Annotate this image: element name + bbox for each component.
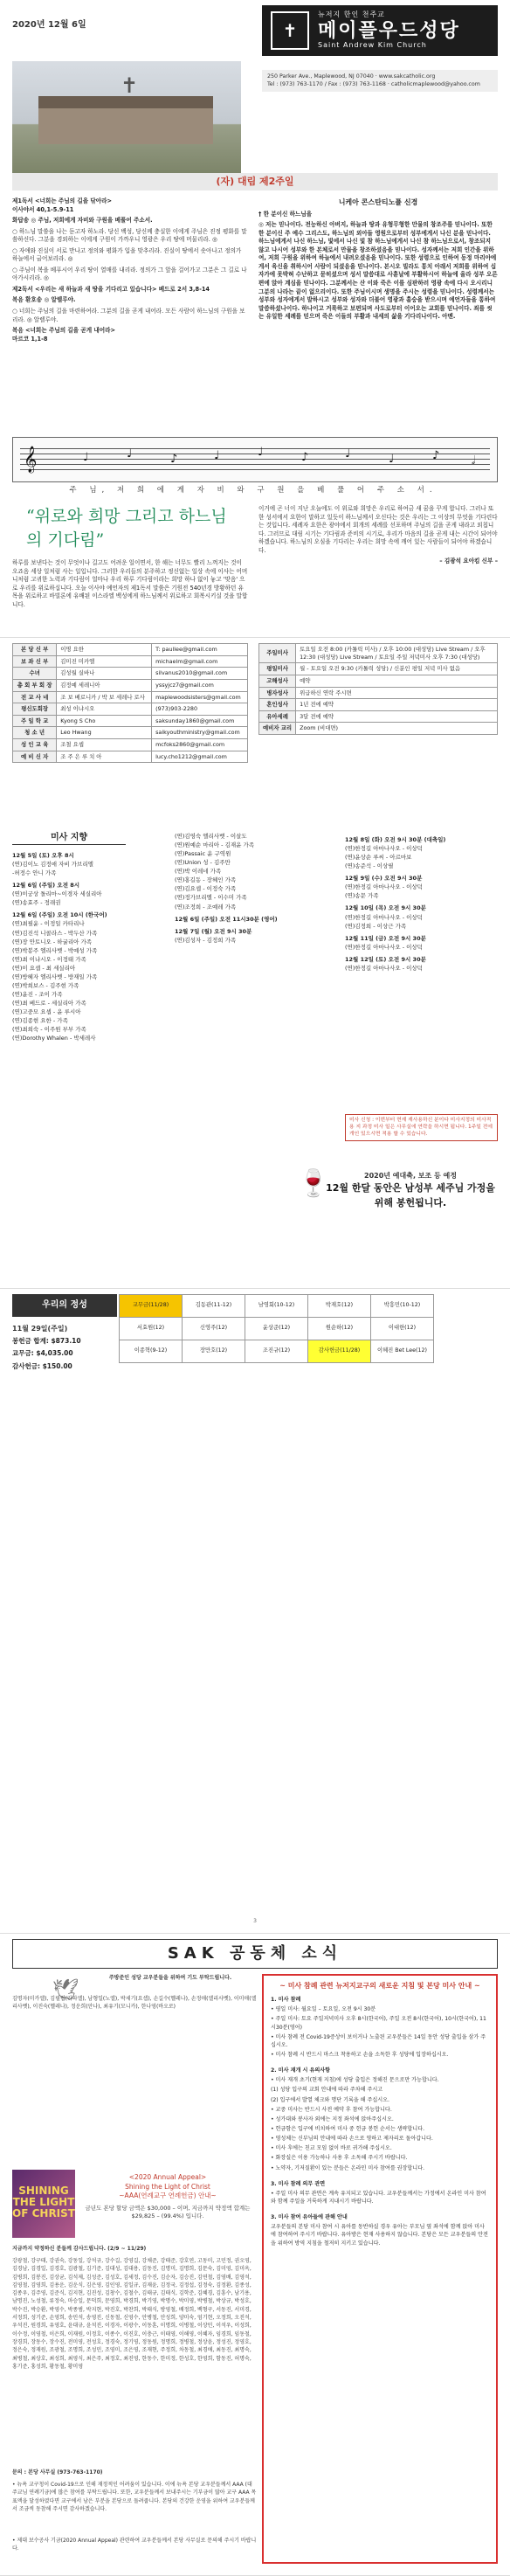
staff-contact[interactable]: lucy.cho1212@gmail.com xyxy=(152,751,248,763)
treble-clef-icon: 𝄞 xyxy=(24,447,38,473)
staff-role: 수녀 xyxy=(13,668,57,680)
score-lyric: 주 님, 저 희 에 게 자 비 와 구 원 을 베 풀 어 주 소 서. xyxy=(69,486,438,495)
mass-intention: (연)송효주 - 정래권 xyxy=(12,899,61,907)
offering-row xyxy=(120,1340,434,1363)
reading1-ref: 이사야서 40,1-5.9-11 xyxy=(12,205,74,213)
mass-intention: (연)최 베드로 - 세실리아 가족 xyxy=(12,1000,86,1007)
schedule-label: 예비자 교리 xyxy=(259,723,296,735)
staff-row xyxy=(13,751,248,763)
annual-appeal xyxy=(12,2170,257,2240)
mass-intention: (연)Union 성 - 김주만 xyxy=(175,859,231,867)
schedule-row xyxy=(259,699,498,711)
church-photo xyxy=(12,61,241,175)
staff-contact[interactable]: (973)903-2280 xyxy=(152,703,248,716)
church-icon: ✝ xyxy=(271,11,309,50)
donor-names: 강광철, 강구태, 강권숙, 강동일, 강석규, 강수길, 강영길, 강채준, 강태준, 강호연, 고동미, 고민정, 권오영, 김경남, 김경일, 김경호, 김광철, 김기준, 김대성, 김대용, 김동진, 김명미, 김명희, 김문숙, 김미영, 김미옥, 김병희, 김봉진, 김상균, 김석제, 김성준, 김성호, 김세정, 김수진, 김순자, 김승진, 김연철, 김영배, 김영석, 김영철, 김영희, 김용운, 김운식, 김은영, 김인영, 김일규, 김재윤, 김정국, 김정섭, 김정숙, 김정환, 김종성, 김종우, 김주영, 김준식, 김지현, 김진성, 김창수, 김철수, 김태규, 김태식, 김학준, 김혜경, 김흥수, 남기용, 남명진, 노성철, 류정숙, 마승일, 문덕희, 문영희, 박경희, 박기영, 박명수, 박미영, 박병철, 박상규, 박성호, 박수진, 박승환, 박영수, 박종범, 박지현, 박진호, 박찬희, 박태식, 방영철, 배정희, 백형구, 서동진, 서미경, 서정희, 성기준, 손영희, 송민석, 송영진, 신동철, 신영수, 안병철, 안성희, 양미숙, 엄기현, 오정희, 오진석, 우석진, 원경희, 유영호, 윤대규, 윤석진, 이경자, 이광수, 이동훈, 이명희, 이병철, 이상민, 이석우, 이성희, 이수정, 이영철, 이은희, 이재원, 이정호, 이종수, 이진호, 이충근, 이태영, 이해영, 이혜자, 임경희, 임동철, 장경희, 장동수, 장수진, 전미영, 전성호, 정경숙, 정기영, 정동원, 정명희, 정병철, 정상윤, 정성진, 정영호, 정은숙, 정재원, 조광철, 조명희, 조성민, 조영미, 조은영, 조재현, 주정희, 차동철, 최경애, 최동진, 최명숙, 최병철, 최상호, 최성희, 최영식, 최은주, 최정호, 최진영, 한동수, 한미정, 한성호, 한영희, 함동진, 허명숙, 홍기준, 홍성희, 황동철, 황미영 xyxy=(12,2258,252,2370)
church-phone: Tel : (973) 763-1170 / Fax : (973) 763-1168 · catholicmaplewood@yahoo.com xyxy=(267,80,480,87)
psalm-verse-3: ○ 주님이 복을 베푸시어 우리 땅이 열매를 내리라. 정의가 그 앞을 걸어가고 그분은 그 길로 나아가시리라. ◎ xyxy=(12,266,247,282)
staff-contact[interactable]: silvanus2010@gmail.com xyxy=(152,668,248,680)
logo-title: 메이플우드성당 xyxy=(318,18,460,42)
mass-date-heading: 12월 7일 (월) 오전 9시 30분 xyxy=(175,927,252,935)
mass-intention: (연)한정길 아마나사오 - 이상덕 xyxy=(345,913,423,921)
psalm-verse-2: ○ 자애와 진실이 서로 만나고 정의와 평화가 입을 맞추리라. 진실이 땅에서 솟아나고 정의가 하늘에서 굽어보리라. ◎ xyxy=(12,246,242,263)
mass-intention: (연)정가브리엘 - 이수미 가족 xyxy=(175,894,247,902)
creed-column xyxy=(258,197,498,324)
schedule-label: 주일미사 xyxy=(259,644,296,663)
staff-contact[interactable]: yssyjcz7@gmail.com xyxy=(152,679,248,691)
mass-intention: (연)Dorothy Whalen - 박세레사 xyxy=(12,1035,96,1042)
offering-cell: 박흥민(10-12) xyxy=(371,1295,434,1318)
liturgical-title: (자) 대림 제2주일 xyxy=(12,173,498,190)
note-icon: ♪ xyxy=(170,453,178,466)
prayer-request-names: 김명자(미카엘), 김필립(라파엘), 남형일(노엘), 박세기(요셉), 손길수(헬레나), 손정애(엘리사벳), 이미애(엘리사벳), 이진숙(헬레나), 정운희(안나), 최유기(모니카), 한나영(바오로) xyxy=(12,1996,257,2011)
mass-intention: (연)김성자 - 김정희 가족 xyxy=(175,936,237,944)
mass-intention: (연)방혜자 엘리사벳 - 방재일 가족 xyxy=(12,973,98,980)
guideline-item: (2) 입구에서 발열 체크와 명단 기록을 해 주십시오. xyxy=(271,2096,389,2103)
staff-name: 김성월 실바나 xyxy=(57,668,152,680)
staff-role: 주 일 학 교 xyxy=(13,715,57,727)
offering-grid xyxy=(119,1294,434,1363)
note-icon: ♩ xyxy=(389,453,395,466)
prayer-request-title: 주방준인 성당 교우분들을 위하여 기도 부탁드립니다. xyxy=(108,1975,232,1981)
guideline-item: • 성가대와 봉사자 외에는 지정 좌석에 앉아주십시오. xyxy=(271,2116,394,2122)
mass-intention: (연)한정길 아마나사오 - 이상덕 xyxy=(345,845,423,853)
staff-row xyxy=(13,715,248,727)
alleluia-title: 복음 환호송 ◎ 알렐루야. xyxy=(12,296,76,304)
music-score xyxy=(12,437,498,482)
guideline-item: 3. 미사 참여 유아들에 관해 안내 xyxy=(271,2214,348,2221)
christmas-title: 2020년 예대축, 보조 등 예정 xyxy=(364,1172,457,1180)
mass-date-heading: 12월 6일 (주일) 오전 8시 xyxy=(12,882,80,890)
schedule-value: 월 - 토요일 오전 9:30 (카톨릭 성당) / 신분인 평일 저녁 미사 없음 xyxy=(296,663,498,675)
mass-intention: (연)김영숙 엘리사벳 - 이살도 xyxy=(175,833,247,840)
psalm-title: 화답송 ◎ 주님, 저희에게 자비와 구원을 베풀어 주소서. xyxy=(12,217,153,225)
staff-row xyxy=(13,727,248,739)
header xyxy=(0,0,510,61)
mass-intentions-mid xyxy=(175,832,332,945)
mass-intention: (연)한정길 아마나사오 - 이상덕 xyxy=(345,883,423,891)
page-1 xyxy=(0,0,510,638)
schedule-value: 1년 전에 예약 xyxy=(296,699,498,711)
offering-cell: 신영주(12) xyxy=(183,1318,245,1340)
readings-column xyxy=(12,197,248,346)
contact-note: 문의 : 본당 사무실 (973-763-1170) xyxy=(12,2469,103,2476)
homily-left: 하루를 보낸다는 것이 무엇이나 길고도 어려운 일이면서, 한 해는 너무도 빨리 느껴지는 것이 오죠음 세상 일처럼 사는 일입니다. 그러한 우리들의 분주하고 정신없는 일상 속에 이사는 어머니처럼 고귀한 노력과 기다림이 얼마나 우리 하루 기다림이라는 희망 하나 없이 놓고 '맞음' 으로 우리를 위로하십니다. 오늘 이사야 예언자의 제1독서 말씀은 기원전 540년경 방황하던 유목을 위로하고 바빌론에 유배된 이스라엘 백성에게 하느님께서 위로하고 회복시키실 것을 말합니다. xyxy=(12,559,248,608)
staff-role: 청 소 년 xyxy=(13,727,57,739)
mass-intention: (연)조정희 - 조예레 가족 xyxy=(175,903,237,911)
staff-contact[interactable]: saikyouthministry@gmail.com xyxy=(152,727,248,739)
gospel-ref: 마르코 1,1-8 xyxy=(12,335,48,343)
church-building xyxy=(38,96,213,144)
staff-role: 보 좌 신 부 xyxy=(13,655,57,668)
offering-cell: 남영회(10-12) xyxy=(245,1295,308,1318)
staff-role: 본 당 신 부 xyxy=(13,644,57,656)
staff-row xyxy=(13,691,248,703)
guideline-item xyxy=(271,2207,489,2212)
mass-intention: (연)김종현 요한 - 가족 xyxy=(12,1017,68,1025)
mass-date-heading: 12월 10일 (목) 오전 9시 30분 xyxy=(345,904,426,912)
mass-request-notice: 미사 신청 : 이번부터 현재 재사용하신 분이다 미사지정의 미사적용 지 과정 미사 일은 사무실에 연락을 하시면 됩니다. 1주일 전에 개인 있으시면 적용 할 수 있습니다. xyxy=(345,1114,498,1141)
note-icon: ♩ xyxy=(83,451,89,464)
guideline-item xyxy=(271,2174,489,2178)
guideline-item: 교우분들의 본당 미사 참여 시 유아를 동반하실 경우 유아는 부모님 옆 좌석에 함께 앉아 미사에 참여하여 주시기 바랍니다. 유아방은 현재 사용하지 않습니다. 본당은 모든 교우분들의 안전을 위하여 방역 지침을 철저히 지키고 있습니다. xyxy=(271,2224,488,2247)
guideline-item: • 미사 참례 전 Covid-19증상이 보이거나 노출된 교우분들은 14일 동안 성당 출입을 삼가 주십시오. xyxy=(271,2033,486,2048)
mass-intention: (연)장 안토니오 - 하굴리아 가족 xyxy=(12,938,93,945)
psalm-verse-1: ○ 하느님 말씀을 나는 듣고자 하노라. 당신 백성, 당신께 충실한 이에게 주님은 진정 평화를 말씀하신다. 그분을 경외하는 이에게 구원이 가까우니 영광은 우리 땅에 머물리라. ◎ xyxy=(12,227,247,244)
guideline-item: 1. 미사 참례 xyxy=(271,1997,301,2004)
reading1-title: 제1독서 <너희는 주님의 길을 닦아라> xyxy=(12,197,112,204)
staff-name: 조 주 은 루 치 아 xyxy=(57,751,152,763)
offering-cell: 윤상준(12) xyxy=(245,1318,308,1340)
guideline-item: • 노약자, 기저질환이 있는 분들은 온라인 미사 참여를 권장합니다. xyxy=(271,2164,425,2171)
staff-contact[interactable]: michaelm@gmail.com xyxy=(152,655,248,668)
gospel-title: 복음 <너희는 주님의 길을 곧게 내어라> xyxy=(12,327,116,335)
guideline-item: 2. 미사 재개 시 유의사항 xyxy=(271,2067,331,2074)
mass-intention: (연)박봉주 엘리사벳 - 박예성 가족 xyxy=(12,946,98,954)
church-address: 250 Parker Ave., Maplewood, NJ 07040 · www.sakcatholic.org xyxy=(267,73,436,80)
guideline-item: • 화장실은 이용 가능하나 사용 후 소독해 주시기 바랍니다. xyxy=(271,2155,408,2162)
contact-block xyxy=(262,70,498,92)
mass-intention: (연)송문 가족 xyxy=(345,892,379,900)
offering-cell: 감사헌금(11/28) xyxy=(308,1340,371,1363)
guideline-item xyxy=(271,2060,489,2065)
mass-date-heading: 12월 9일 (수) 오전 9시 30분 xyxy=(345,875,423,883)
cross-icon: ✝ xyxy=(121,73,139,98)
donor-thanks: 지금까지 약정하신 분들께 감사드립니다. (2/9 ~ 11/29) xyxy=(12,2246,147,2252)
staff-contact[interactable]: mcfoks2860@gmail.com xyxy=(152,739,248,751)
mass-date-heading: 12월 12일 (토) 오전 9시 30분 xyxy=(345,955,426,963)
guideline-item: • 교중 미사는 반드시 사전 예약 후 참여 가능합니다. xyxy=(271,2106,392,2113)
annual-appeal-korean: ~AAA(연례교구 연례헌금) 안내~ xyxy=(119,2192,217,2199)
offering-thanks: 감사헌금: $150.00 xyxy=(12,1361,72,1370)
annual-appeal-title: <2020 Annual Appeal> xyxy=(128,2173,207,2181)
mass-intentions-left xyxy=(12,848,169,1042)
schedule-value: 3달 전에 예약 xyxy=(296,710,498,723)
staff-row xyxy=(13,644,248,656)
staff-role: 성 인 교 육 xyxy=(13,739,57,751)
creed-title: 니케아 콘스탄티노플 신경 xyxy=(338,198,418,206)
staff-row xyxy=(13,679,248,691)
mass-intention: (연)Passaic 윤 구역원 xyxy=(175,850,231,858)
homily-signature: – 김광석 요아킴 신부 – xyxy=(439,557,498,565)
staff-role: 예 비 신 자 xyxy=(13,751,57,763)
page-2 xyxy=(0,638,510,1289)
mass-intention: (연)박 이레네 가족 xyxy=(175,868,222,876)
mass-intention: (연)한정길 아마나사오 - 이상덕 xyxy=(345,964,423,972)
offering-cell: 조진규(12) xyxy=(245,1340,308,1363)
mass-intentions-title: 미사 지향 xyxy=(12,832,126,845)
staff-role: 전 교 사 네 xyxy=(13,691,57,703)
schedule-row xyxy=(259,675,498,687)
logo-subtitle: 뉴저지 한인 천주교 xyxy=(318,10,385,19)
offering-title: 우리의 정성 xyxy=(12,1294,117,1317)
offering-cell: 서효원(12) xyxy=(120,1318,183,1340)
staff-role: 평신도회장 xyxy=(13,703,57,716)
schedule-label: 유아세례 xyxy=(259,710,296,723)
staff-role: 총 회 부 회 장 xyxy=(13,679,57,691)
logo-english: Saint Andrew Kim Church xyxy=(318,41,427,50)
mass-date-heading: 12월 11일 (금) 오전 9시 30분 xyxy=(345,934,426,942)
mass-date-heading: 12월 6일 (주일) 오전 10시 (한국어) xyxy=(12,911,107,919)
mass-intention: (연)이 요셉 - 최 세실리아 xyxy=(12,964,76,972)
appeal-bullet-2: • 제대 보수공사 기금(2020 Annual Appeal) 관련하여 교우분들께서 본당 사무실로 문의해 주시기 바랍니다. xyxy=(12,2538,257,2552)
guideline-item: • 주일 미사 의무 관면은 계속 유지되고 있습니다. 교우분들께서는 가정에서 온라인 미사 참여와 함께 주일을 거룩하게 지내시기 바랍니다. xyxy=(271,2190,486,2205)
offering-cell: 김동관(11-12) xyxy=(183,1295,245,1318)
mass-intention: (연)최희숙 - 이주원 부부 가족 xyxy=(12,1026,86,1034)
schedule-value: 토요일 오전 8:00 (카톨릭 미사) / 오후 10:00 (대성당) Live Stream / 오후 12:30 (대성당) Live Stream / 토요일 주일 저녁미사 오후 7:30 (대성당) xyxy=(296,644,498,663)
mass-intention: (연)최필윤 - 이정일 카타리나 xyxy=(12,920,85,928)
note-icon: ♩ xyxy=(258,446,264,459)
staff-name: 김정예 세레니아 xyxy=(57,679,152,691)
bulletin-date: 2020년 12월 6일 xyxy=(12,20,86,30)
guideline-item: • 미사 후에는 친교 모임 없이 바로 귀가해 주십시오. xyxy=(271,2145,392,2152)
staff-name: Leo Hwang xyxy=(57,727,152,739)
schedule-label: 평일미사 xyxy=(259,663,296,675)
sak-community-title: SAK 공동체 소식 xyxy=(12,1939,498,1969)
staff-directory xyxy=(12,643,248,763)
schedule-value: Zoom (비대면) xyxy=(296,723,498,735)
schedule-label: 고해성사 xyxy=(259,675,296,687)
mass-schedule xyxy=(258,643,498,735)
mass-intention: (연)김진석 니콜라스 - 박두산 가족 xyxy=(12,929,98,937)
staff-row xyxy=(13,655,248,668)
mass-intention: (연)최 이냐시오 - 이정태 가족 xyxy=(12,955,86,963)
staff-name: 최성 이냐시오 xyxy=(57,703,152,716)
staff-row xyxy=(13,739,248,751)
christmas-body: 12월 한달 동안은 남성부 세주님 가정을 위해 봉헌됩니다. xyxy=(326,1182,495,1208)
staff-name: Kyong S Cho xyxy=(57,715,152,727)
note-icon: 𝅗𝅥 xyxy=(472,454,476,467)
chalice-icon: 🍷 xyxy=(297,1168,330,1199)
offering-cell: 박재호(12) xyxy=(308,1295,371,1318)
guideline-item: • 미사 참례 시 반드시 마스크 착용하고 손을 소독한 후 성당에 입장하십시오. xyxy=(271,2052,449,2059)
offering-dues: 교무금: $4,035.00 xyxy=(12,1349,73,1358)
schedule-row xyxy=(259,723,498,735)
mass-date-heading: 12월 5일 (토) 오후 8시 xyxy=(12,852,74,859)
mass-intention: (연)송준석 - 이상필 xyxy=(345,862,394,870)
note-icon: ♩ xyxy=(127,447,133,460)
guideline-item: • 영성체는 신부님의 안내에 따라 손으로 영하고 제자리로 돌아갑니다. xyxy=(271,2136,433,2143)
reading2-title: 제2독서 <우리는 새 하늘과 새 땅을 기다리고 있습니다> 베드로 2서 3,8-14 xyxy=(12,285,210,293)
guideline-item: • 헌금함은 입구에 비치하여 미사 중 헌금 봉헌 순서는 생략합니다. xyxy=(271,2126,425,2133)
covid-guidelines-title: ~ 미사 참례 관련 뉴저지교구의 새로운 지침 및 본당 미사 안내 ~ xyxy=(279,1982,480,1990)
schedule-value: 예약 xyxy=(296,675,498,687)
staff-name: 이명 요한 xyxy=(57,644,152,656)
guideline-item: • 주일 미사: 토요 주일저녁미사 오후 8시(한국어), 주일 오전 8시(한국어), 10시(한국어), 11시30분(영어) xyxy=(271,2016,486,2031)
christmas-notice xyxy=(323,1171,498,1210)
mass-date-heading: 12월 6일 (주일) 오전 11시30분 (영어) xyxy=(175,915,278,923)
mass-intentions-right xyxy=(345,832,498,973)
mass-intention: (연)고중모 요셉 - 윤 루시아 xyxy=(12,1008,81,1016)
schedule-row xyxy=(259,644,498,663)
guideline-item: • 미사 재개 초기(현재 지침)에 성당 출입은 정해진 문으로만 가능합니다. xyxy=(271,2077,439,2084)
annual-appeal-body: 금년도 본당 할당 금액은 $30,000 – 이며, 지금까지 약정액 합계는 $29,825 – (99.4%) 입니다. xyxy=(85,2204,251,2219)
page-number: 3 xyxy=(253,1918,257,1924)
alleluia-body: ○ 너희는 주님의 길을 마련하여라. 그분의 길을 곧게 내어라. 모든 사람이 하느님의 구원을 보리라. ◎ 알렐루야. xyxy=(12,308,245,323)
annual-appeal-subtitle: Shining the Light of Christ xyxy=(125,2182,210,2191)
offering-total: 봉헌금 합계: $873.10 xyxy=(12,1337,81,1346)
church-logo xyxy=(262,5,498,56)
note-icon: ♩ xyxy=(214,449,220,462)
mass-intention: -허정수 안니 가족 xyxy=(12,869,57,877)
offering-summary xyxy=(12,1322,117,1373)
schedule-row xyxy=(259,663,498,675)
homily-quote: “위로와 희망 그리고 하느님의 기다림” xyxy=(26,507,227,550)
creed-first-line: † 한 분이신 하느님을 xyxy=(258,210,313,218)
offering-date: 11월 29일(주일) xyxy=(12,1325,68,1333)
staff-name: 조철 요셉 xyxy=(57,739,152,751)
mass-intention: (연)박희보스 - 김주현 가족 xyxy=(12,981,79,989)
offering-cell: 이혜진 Bet Lee(12) xyxy=(371,1340,434,1363)
note-icon: ♪ xyxy=(301,451,309,464)
mass-intention: (연)윤상순 루씨 - 아르마보 xyxy=(345,854,412,862)
page-3 xyxy=(0,1289,510,1934)
staff-contact[interactable]: T: paullee@gmail.com xyxy=(152,644,248,656)
note-icon: ♩ xyxy=(345,447,351,460)
mass-intention: (연)김이노 김정애 자비 가브리엘 xyxy=(12,861,93,869)
appeal-bullet-1: • 뉴욕 교구청이 Covid-19으로 인해 재정적인 어려움이 있습니다. 이에 뉴욕 본당 교우분들께서 AAA (대주교님 연례기금)에 많은 참여를 부탁드립니다. 또한, 교우분들께서 보내주시는 기부금이 많아 교구 AAA 목표액을 달성하였다면 교구에서 남은 부분을 본당으로 돌려줍니다. 본당의 건강한 운영을 위하여 교우분들께서 조금씩 동참해 주시면 감사하겠습니다. xyxy=(12,2482,257,2512)
guideline-item: 3. 미사 참례 의무 관면 xyxy=(271,2180,326,2187)
schedule-row xyxy=(259,687,498,699)
creed-body: ◎ 저는 믿나이다. 전능하신 아버지, 하늘과 땅과 유형무형한 만물의 창조주를 믿나이다. 또한 한 분이신 주 예수 그리스도, 하느님의 외아들 영원으로부터 성부에게서 나신 분을 믿나이다. 하느님에게서 나신 하느님, 빛에서 나신 빛 참 하느님에게서 나신 참 하느님으로서, 창조되지 않고 나시어 성부와 한 본체로서 만물을 창조하셨음을 믿나이다. 성자께서는 저희 인간을 위하여, 저희 구원을 위하여 하늘에서 내려오셨음을 믿나이다. 또한 성령으로 인하여 동정 마리아에게서 육신을 취하시어 사람이 되셨음을 믿나이다. 본시오 빌라도 통치 아래서 저희를 위하여 십자가에 못박혀 수난하고 묻히셨으며 성서 말씀대로 사흗날에 부활하시어 하늘에 올라 성부 오른편에 앉아 계심을 믿나이다. 그분께서는 산 이와 죽은 이를 심판하러 영광 속에 다시 오시리니 그분의 나라는 끝이 없으리이다. 또한 주님이시며 생명을 주시는 성령을 믿나이다. 성령께서는 성부와 성자에게서 발하시고 성부와 성자와 더불어 영광과 흠숭을 받으시며 예언자들을 통하여 말씀하셨나이다. 하나이고 거룩하고 보편되며 사도로부터 이어오는 교회를 믿나이다. 죄를 씻는 유일한 세례를 믿으며 죽은 이들의 부활과 내세의 삶을 기다리나이다. 아멘. xyxy=(258,221,498,321)
staff-row xyxy=(13,703,248,716)
page-4 xyxy=(0,1934,510,2576)
schedule-label: 혼인성사 xyxy=(259,699,296,711)
mass-date-heading: 12월 8일 (화) 오전 9시 30분 (대축일) xyxy=(345,836,446,843)
covid-guidelines xyxy=(262,1974,498,2564)
offering-cell: 이대한(12) xyxy=(371,1318,434,1340)
offering-cell: 장만호(12) xyxy=(183,1340,245,1363)
schedule-label: 병자성사 xyxy=(259,687,296,699)
offering-cell: 이종혁(9-12) xyxy=(120,1340,183,1363)
staff-name: 김미진 미카엘 xyxy=(57,655,152,668)
offering-cell: 원순하(12) xyxy=(308,1318,371,1340)
schedule-row xyxy=(259,710,498,723)
staff-contact[interactable]: maplewoodsisters@gmail.com xyxy=(152,691,248,703)
staff-contact[interactable]: saksunday1860@gmail.com xyxy=(152,715,248,727)
mass-intention: (연)김요셉 - 이정숙 가족 xyxy=(175,885,237,893)
note-icon: ♪ xyxy=(432,449,440,462)
staff-row xyxy=(13,668,248,680)
mass-intention: (연)이궁상 돌리마~이경자 세실리아 xyxy=(12,890,102,898)
mass-intention: (연)한정길 아마나사오 - 이상덕 xyxy=(345,943,423,951)
annual-appeal-logo: SHINING THE LIGHT OF CHRIST xyxy=(12,2170,75,2238)
guideline-item: (1) 성당 입구의 교회 안내에 따라 주차해 주시고 xyxy=(271,2087,383,2094)
mass-intention: (연)윤진 - 조이 가족 xyxy=(12,990,63,998)
guideline-item: • 평일 미사: 월요일 – 토요일, 오전 9시 30분 xyxy=(271,2006,376,2013)
staff-name: 조 보 베로니카 / 박 보 세레나 로사 xyxy=(57,691,152,703)
offering-row xyxy=(120,1295,434,1318)
mass-intention: (연)김정희 - 이상근 가족 xyxy=(345,922,407,930)
schedule-value: 위급하신 연락 주시면 xyxy=(296,687,498,699)
mass-intention: (연)원예순 마리아 - 김재윤 가족 xyxy=(175,841,255,849)
offering-row xyxy=(120,1318,434,1340)
dove-icon: 🕊 xyxy=(52,1977,79,2002)
offering-cell: 교무금(11/28) xyxy=(120,1295,183,1318)
homily-right: 이거에 곤 너이 지난 오늘에도 이 위로와 희망은 우리로 하여금 새 꿈을 꾸게 합니다. 그러나 또한 성서에서 요한이 말하고 있듯이 하느님께서 오신다는 것은 우리는 그 이상의 무엇을 기다린다는 것입니다. 세례자 요한은 광야에서 회개의 세례를 선포하며 주님의 길을 곧게 내라고 외칩니다. 그러므로 대림 시기는 기다림과 준비의 시기로, 우리가 마음의 길을 곧게 내는 시간이 되어야 하겠습니다. 하느님의 오심을 기다리는 우리는 희망 속에 깨어 있는 사람들이 되어야 하겠습니다. – 김광석 요아킴 신부 – xyxy=(258,505,498,565)
mass-intention: (연)홍길동 - 장혜인 가족 xyxy=(175,876,237,884)
